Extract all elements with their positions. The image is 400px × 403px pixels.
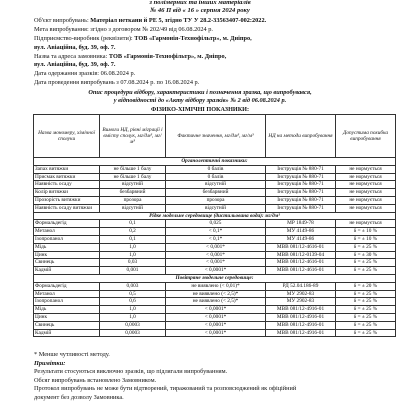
table-row — [34, 181, 396, 189]
cell-compound: Цинк — [34, 313, 100, 321]
table-group-row — [34, 158, 396, 166]
cell-actual: не виявлено (< 0,01)* — [166, 282, 266, 290]
group-title: Повітряне модельне середовище: — [34, 274, 396, 282]
table-row — [34, 282, 396, 290]
info-line — [34, 79, 396, 88]
cell-compound: Прозорість витяжки — [34, 196, 100, 204]
cell-method: МВВ 081/12-4916-01 — [266, 313, 336, 321]
cell-tolerance: не нормується — [336, 165, 396, 173]
cell-compound: Мідь — [34, 243, 100, 251]
cell-actual: не виявлено (< 2,5)* — [166, 298, 266, 306]
cell-actual: < 0,001* — [166, 251, 266, 259]
cell-method: РД 52.04.186-89 — [266, 282, 336, 290]
info-value: Матеріал неткани й РЕ 5, згідно ТУ У 28.2-33563407-002:2022. — [90, 17, 267, 24]
info-line — [34, 61, 396, 70]
info-line — [34, 70, 396, 79]
cell-requirement: 1,0 — [100, 251, 166, 259]
cell-tolerance: δ = ± 25 % — [336, 259, 396, 267]
table-row — [34, 313, 396, 321]
cell-method: МУ 2902-83 — [266, 298, 336, 306]
cell-compound: Формальдегід — [34, 220, 100, 228]
cell-tolerance: не нормується — [336, 181, 396, 189]
cell-requirement: не більше 1 балу — [100, 165, 166, 173]
table-row — [34, 220, 396, 228]
info-value: ТОВ «Гармонія-Технофільтр», м. Дніпро, — [134, 34, 252, 42]
cell-requirement: безбарвний — [100, 189, 166, 197]
table-row — [34, 306, 396, 314]
cell-tolerance: не нормується — [336, 204, 396, 212]
report-info-block — [34, 17, 396, 88]
cell-tolerance: δ = ± 30 % — [336, 251, 396, 259]
table-row — [34, 204, 396, 212]
header-test-method: НД на методи випробування — [266, 115, 336, 158]
cell-method: Інструкція № 880-71 — [266, 173, 336, 181]
section-title: ФІЗИКО-ХІМІЧНІ ПОКАЗНИКИ: — [150, 106, 250, 113]
info-value: вул. Авіаційна, буд. 39, оф. 7. — [34, 61, 116, 69]
cell-actual: безбарвний — [166, 189, 266, 197]
procedure-line1: Опис процедури відбору, характеристики і позначення зразка, що випробувався, — [88, 89, 312, 96]
table-row — [34, 267, 396, 275]
cell-method: Інструкція № 880-71 — [266, 204, 336, 212]
cell-actual: < 0,0001* — [166, 306, 266, 314]
info-value: ТОВ «Гармонія-Технофільтр», м. Дніпро, — [108, 52, 227, 60]
cell-requirement: 1,0 — [100, 243, 166, 251]
cell-actual: 0 балів — [166, 173, 266, 181]
cell-method: МВВ 081/12-0139-04 — [266, 251, 336, 259]
cell-tolerance: δ = ± 10 % — [336, 228, 396, 236]
cell-requirement: 0,001 — [100, 267, 166, 275]
table-row — [34, 298, 396, 306]
cell-method: МУ 4149-86 — [266, 228, 336, 236]
cell-compound: Цинк — [34, 251, 100, 259]
header-tolerance: Допустима похибка випробування — [336, 115, 396, 158]
cell-requirement: 0,0003 — [100, 321, 166, 329]
table-row — [34, 228, 396, 236]
cell-method: МР 1849-78 — [266, 220, 336, 228]
header-requirements: Вимоги НД, рівні міграції і вмісту сполук, мг/дм³, мг/м³ — [100, 115, 166, 158]
table-row — [34, 329, 396, 337]
report-header-line2: № 46 П від « 16 » серпня 2024 року — [150, 7, 250, 14]
cell-requirement: 0,1 — [100, 235, 166, 243]
cell-actual: < 0,0001* — [166, 321, 266, 329]
cell-actual: відсутній — [166, 181, 266, 189]
cell-requirement: не більше 1 балу — [100, 173, 166, 181]
cell-actual: 0,025 — [166, 220, 266, 228]
cell-compound: Ізопропанол — [34, 298, 100, 306]
cell-actual: < 0,0001* — [166, 267, 266, 275]
cell-compound: Наявність осаду — [34, 181, 100, 189]
cell-requirement: 0,5 — [100, 290, 166, 298]
cell-actual: < 0,001* — [166, 243, 266, 251]
table-group-row — [34, 212, 396, 220]
notes-title: Примітки: — [34, 359, 66, 367]
cell-method: МВВ 081/12-4916-01 — [266, 329, 336, 337]
table-row — [34, 251, 396, 259]
cell-method: Інструкція № 880-71 — [266, 196, 336, 204]
cell-requirement: відсутній — [100, 204, 166, 212]
cell-requirement: 0,1 — [100, 220, 166, 228]
group-title: Органолептичні показники: — [34, 158, 396, 166]
cell-compound: Метанол — [34, 290, 100, 298]
cell-tolerance: не нормується — [336, 173, 396, 181]
cell-compound: Запах витяжки — [34, 165, 100, 173]
info-line — [34, 17, 396, 26]
cell-actual: 0 балів — [166, 165, 266, 173]
table-row — [34, 196, 396, 204]
cell-actual: < 0,001* — [166, 259, 266, 267]
cell-requirement: 0,2 — [100, 228, 166, 236]
cell-requirement: 0,003 — [100, 282, 166, 290]
table-row — [34, 259, 396, 267]
note-line: Результати стосуються виключно зразків, що підлягали випробуванням. — [34, 368, 228, 376]
table-row — [34, 165, 396, 173]
cell-requirement: 0,0003 — [100, 329, 166, 337]
table-group-row — [34, 274, 396, 282]
note-line: документ без дозволу Замовника. — [34, 393, 124, 401]
header-actual-value: Фактичне значення, мг/дм³, мг/м³ — [166, 115, 266, 158]
info-line — [34, 26, 396, 35]
info-line — [34, 53, 396, 62]
cell-tolerance: δ = ± 25 % — [336, 298, 396, 306]
cell-tolerance: δ = ± 25 % — [336, 306, 396, 314]
cell-compound: Колір витяжки — [34, 189, 100, 197]
info-value: вул. Авіаційна, буд. 39, оф. 7. — [34, 43, 116, 51]
cell-compound: Кадмій — [34, 267, 100, 275]
cell-method: МВВ 081/12-4616-01 — [266, 243, 336, 251]
cell-tolerance: не нормується — [336, 189, 396, 197]
header-compound: Назва мономеру, хімічної сполуки — [34, 115, 100, 158]
cell-requirement: відсутній — [100, 181, 166, 189]
table-row — [34, 189, 396, 197]
procedure-line2: у відповідності до «Акту відбору зразків» № 2 від 06.08.2024 р. — [113, 97, 287, 104]
cell-compound: Присмак витяжки — [34, 173, 100, 181]
table-row — [34, 173, 396, 181]
note-line: Протокол випробувань не може бути відтворений, тиражований та розповсюджений як офіційний — [34, 385, 297, 393]
cell-actual: відсутній — [166, 204, 266, 212]
table-row — [34, 243, 396, 251]
table-row — [34, 235, 396, 243]
info-line — [34, 35, 396, 44]
cell-method: МУ 2902-83 — [266, 290, 336, 298]
cell-method: МВВ 081/12-4616-01 — [266, 259, 336, 267]
info-label: Підприємство-виробник (реквізити): — [34, 34, 135, 42]
cell-actual: < 0,1* — [166, 235, 266, 243]
cell-requirement: прозора — [100, 196, 166, 204]
cell-tolerance: δ = ± 25 % — [336, 313, 396, 321]
cell-compound: Кадмій — [34, 329, 100, 337]
cell-compound: Мідь — [34, 306, 100, 314]
results-table — [33, 114, 396, 337]
note-line: Обсяг випробувань встановлено Замовником. — [34, 376, 157, 384]
cell-actual: прозора — [166, 196, 266, 204]
cell-tolerance: δ = ± 25 % — [336, 329, 396, 337]
notes-block — [34, 351, 394, 403]
footnote: * Менше чутливості методу. — [34, 351, 110, 358]
cell-method: МВВ 081/12-4916-01 — [266, 306, 336, 314]
cell-requirement: 0,6 — [100, 298, 166, 306]
info-label: Дата одержання зразків: 06.08.2024 р. — [34, 70, 136, 78]
cell-tolerance: δ = ± 25 % — [336, 243, 396, 251]
table-row — [34, 321, 396, 329]
group-title: Рідке модельне середовище (дистильована вода): мг/дм³ — [34, 212, 396, 220]
cell-method: Інструкція № 880-71 — [266, 165, 336, 173]
cell-compound: Свинець — [34, 259, 100, 267]
cell-actual: < 0,0001* — [166, 329, 266, 337]
cell-compound: Наявність осаду витяжки — [34, 204, 100, 212]
results-table-header-row — [34, 115, 396, 158]
cell-requirement: 0,03 — [100, 259, 166, 267]
cell-tolerance: не нормується — [336, 220, 396, 228]
cell-method: Інструкція № 880-71 — [266, 181, 336, 189]
cell-tolerance: δ = ± 10 % — [336, 235, 396, 243]
cell-tolerance: δ = ± 25 % — [336, 321, 396, 329]
cell-compound: Ізопропанол — [34, 235, 100, 243]
cell-tolerance: δ = ± 25 % — [336, 290, 396, 298]
report-header-line1: з полімерних та інших матеріалів — [149, 0, 251, 6]
info-label: Мета випробування: згідно з договором № 202/49 від 06.08.2024 р. — [34, 25, 213, 33]
cell-compound: Метанол — [34, 228, 100, 236]
info-line — [34, 44, 396, 53]
cell-compound: Формальдегід — [34, 282, 100, 290]
cell-actual: < 0,1* — [166, 228, 266, 236]
cell-method: МВВ 081/12-4616-01 — [266, 267, 336, 275]
cell-actual: < 0,0001* — [166, 313, 266, 321]
cell-method: МУ 4149-86 — [266, 235, 336, 243]
cell-method: Інструкція № 880-71 — [266, 189, 336, 197]
info-label: Дата проведення випробувань з 07.08.2024 р. по 16.08.2024 р. — [34, 79, 200, 87]
cell-requirement: 1,0 — [100, 306, 166, 314]
info-label: Об'єкт випробувань: — [34, 17, 91, 24]
cell-tolerance: δ = ± 25 % — [336, 267, 396, 275]
table-row — [34, 290, 396, 298]
info-label: Назва та адреса замовника: — [34, 52, 109, 60]
cell-method: МВВ 081/12-4916-01 — [266, 321, 336, 329]
cell-compound: Свинець — [34, 321, 100, 329]
cell-tolerance: δ = ± 20 % — [336, 282, 396, 290]
cell-actual: не виявлено (< 2,5)* — [166, 290, 266, 298]
cell-requirement: 1,0 — [100, 313, 166, 321]
cell-tolerance: не нормується — [336, 196, 396, 204]
